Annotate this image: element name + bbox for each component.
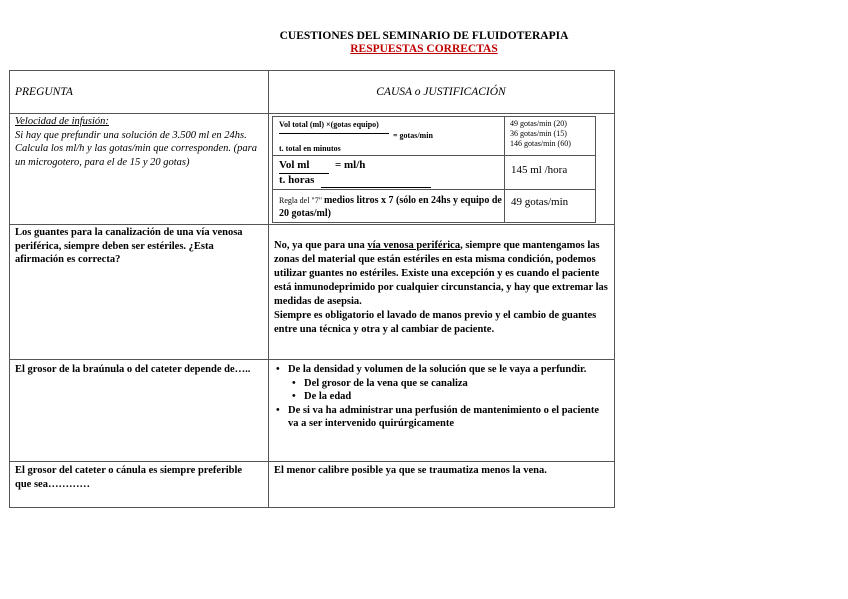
qa-table bbox=[9, 70, 615, 508]
row2-answer-paragraph bbox=[274, 239, 610, 309]
row1-question bbox=[15, 115, 263, 169]
rule-result: 49 gotas/min bbox=[511, 196, 569, 208]
formula1-denominator: t. total en minutos bbox=[279, 144, 341, 153]
formula1-equals: = gotas/min bbox=[393, 131, 433, 140]
formula1-result: 36 gotas/min (15) bbox=[510, 129, 567, 138]
row4-question: El grosor del cateter o cánula es siempre preferible que sea………… bbox=[15, 465, 243, 490]
formula1-box bbox=[272, 116, 505, 156]
rule-box bbox=[272, 189, 505, 223]
formula2-result: 145 ml /hora bbox=[511, 164, 568, 176]
row4-answer: El menor calibre posible ya que se traumatiza menos la vena. bbox=[274, 465, 547, 476]
column-divider bbox=[268, 71, 269, 507]
list-item: • De si va ha administrar una perfusión de mantenimiento o el paciente va a ser intervenido quirúrgicamente bbox=[276, 404, 600, 429]
row-divider bbox=[10, 359, 614, 360]
list-item: • De la densidad y volumen de la solución que se le vaya a perfundir. bbox=[276, 364, 587, 375]
document-subtitle: RESPUESTAS CORRECTAS bbox=[350, 43, 498, 55]
rule-prefix: Regla del "7" bbox=[279, 196, 324, 205]
row3-answer bbox=[274, 363, 612, 431]
formula1-result: 49 gotas/min (20) bbox=[510, 119, 567, 128]
formula1-result: 146 gotas/min (60) bbox=[510, 139, 571, 148]
formula2-equals: = ml/h bbox=[335, 159, 366, 171]
row2-question: Los guantes para la canalización de una vía venosa periférica, siempre deben ser estériles. ¿Esta afirmación es correcta? bbox=[15, 227, 243, 265]
row2-answer-underlined: vía venosa periférica bbox=[367, 240, 461, 251]
row1-question-text: Si hay que prefundir una solución de 3.500 ml en 24hs. Calcula los ml/h y las gotas/min que corresponden. (para un microgotero, para el de 15 y 20 gotas) bbox=[15, 129, 257, 168]
row3-question: El grosor de la braúnula o del cateter depende de….. bbox=[15, 364, 251, 375]
underline bbox=[321, 187, 431, 188]
formula1-results-box bbox=[504, 116, 596, 156]
list-item: • Del grosor de la vena que se canaliza bbox=[292, 377, 468, 389]
header-answer: CAUSA o JUSTIFICACIÓN bbox=[376, 86, 506, 98]
rule-body: medios litros x 7 (sólo en 24hs y equipo de 20 gotas/ml) bbox=[279, 195, 502, 219]
formula2-box bbox=[272, 155, 505, 190]
header-question: PREGUNTA bbox=[15, 86, 73, 98]
row2-answer-text: No, ya que para una bbox=[274, 240, 368, 251]
row-divider bbox=[10, 113, 614, 114]
row2-answer bbox=[274, 239, 610, 337]
row1-question-title: Velocidad de infusión: bbox=[15, 116, 109, 127]
formula2-denominator: t. horas bbox=[279, 174, 315, 186]
rule-result-box bbox=[504, 189, 596, 223]
rule-text bbox=[279, 194, 504, 220]
formula2-result-box bbox=[504, 155, 596, 190]
row2-answer-text: , siempre que mantengamos las zonas del material que están estériles en esta misma condición, podemos utilizar guantes no estériles. Existe una excepción y es cuando el paciente está inmunodeprimido por cualquier circunstancia, y hay que extremar las medidas de asepsia. bbox=[274, 240, 608, 307]
row2-answer-paragraph-2: Siempre es obligatorio el lavado de manos previo y el cambio de guantes entre una técnica y otra y al cambiar de paciente. bbox=[274, 310, 597, 335]
fraction-line bbox=[279, 133, 389, 134]
row-divider bbox=[10, 461, 614, 462]
list-item: • De la edad bbox=[292, 391, 352, 402]
formula1-numerator: Vol total (ml) ×(gotas equipo) bbox=[279, 120, 379, 129]
row-divider bbox=[10, 224, 614, 225]
formula2-numerator: Vol ml bbox=[279, 159, 310, 171]
document-title: CUESTIONES DEL SEMINARIO DE FLUIDOTERAPIA bbox=[279, 30, 569, 42]
